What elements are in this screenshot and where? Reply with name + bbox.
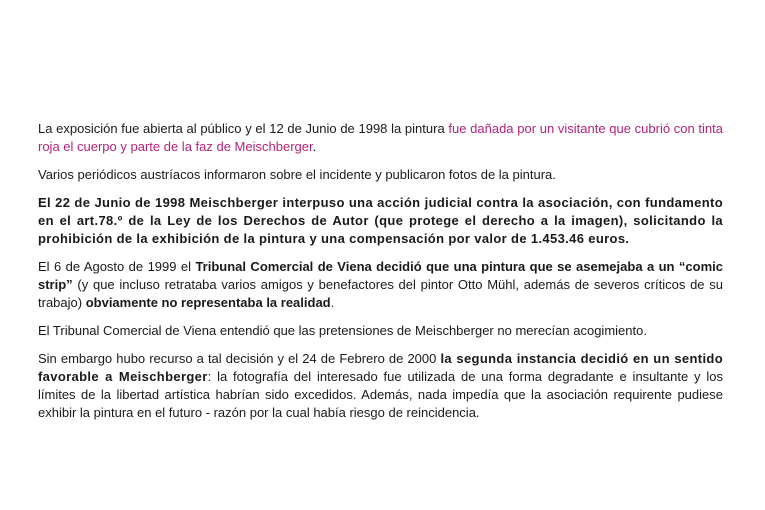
- court-end: .: [330, 295, 335, 310]
- court-decision: Tribunal Comercial de Viena decidió que una pintura que se asemejaba a un “comic strip”: [38, 259, 723, 292]
- paragraph-lawsuit: [38, 194, 723, 248]
- paragraph-appeal: [38, 350, 723, 422]
- paragraph-newspapers: Varios periódicos austríacos informaron sobre el incidente y publicaron fotos de la pintura.: [38, 167, 556, 182]
- court-conclusion: obviamente no representaba la realidad: [85, 295, 331, 310]
- court-intro: El 6 de Agosto de 1999 el: [38, 259, 196, 274]
- paragraph-exhibition-end: .: [312, 139, 317, 154]
- text-body: [38, 120, 723, 432]
- appeal-details: : la fotografía del interesado fue utilizada de una forma degradante e insultante y los límites de la libertad artística habrían sido excedidos. Además, nada impedía que la asociación requirente pudiese exhibir la pintura en el futuro - razón por la cual había riesgo de reincidencia.: [38, 369, 723, 420]
- paragraph-commercial-court: [38, 258, 723, 312]
- damage-highlight: fue dañada por un visitante que cubrió con tinta roja el cuerpo y parte de la faz de Meischberger: [38, 121, 724, 154]
- appeal-intro: Sin embargo hubo recurso a tal decisión y el 24 de Febrero de 2000: [38, 351, 441, 366]
- court-note: (y que incluso retrataba varios amigos y benefactores del pintor Otto Mühl, además de severos críticos de su trabajo): [38, 277, 723, 310]
- paragraph-exhibition: [38, 120, 723, 156]
- appeal-decision: la segunda instancia decidió en un sentido favorable a Meischberger: [38, 351, 723, 384]
- paragraph-exhibition-text: La exposición fue abierta al público y el 12 de Junio de 1998 la pintura: [38, 121, 449, 136]
- lawsuit-text: El 22 de Junio de 1998 Meischberger interpuso una acción judicial contra la asociación, con fundamento en el art.78.º de la Ley de los Derechos de Autor (que protege el derecho a la imagen), solicitando la prohibición de la exhibición de la pintura y una compensación por valor de 1.453.46 euros.: [38, 195, 723, 246]
- paragraph-court-understanding: El Tribunal Comercial de Viena entendió que las pretensiones de Meischberger no merecían acogimiento.: [38, 323, 647, 338]
